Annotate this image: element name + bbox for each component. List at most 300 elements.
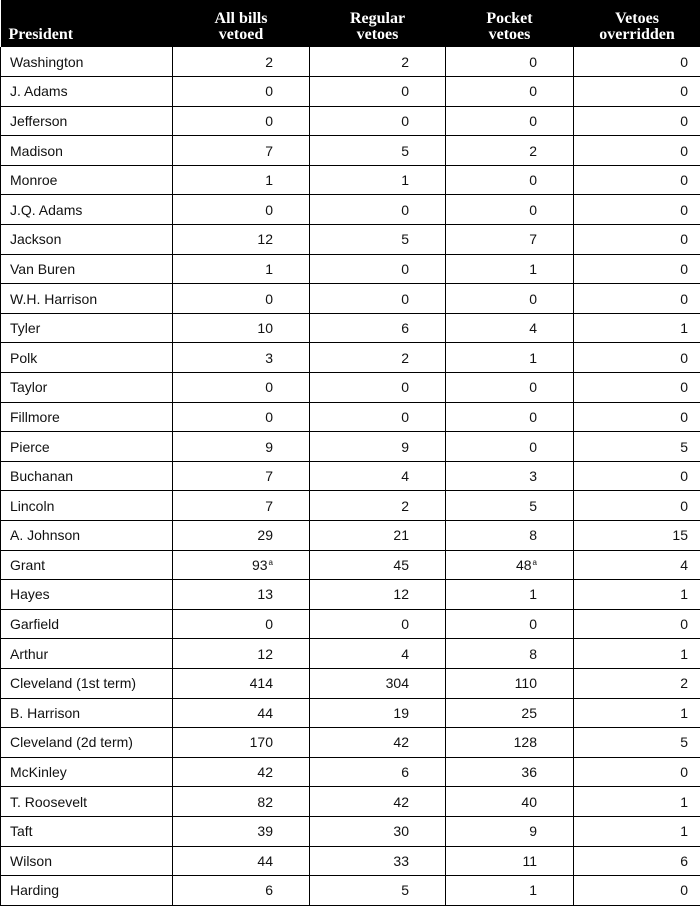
president-name-value: J.Q. Adams [10,202,82,218]
all-bills-vetoed-value: 0 [265,409,273,425]
all-bills-vetoed-value: 1 [265,172,273,188]
pocket-vetoes-value: 36 [521,764,537,780]
all-bills-vetoed-cell [173,254,310,284]
regular-vetoes-cell [310,373,446,403]
all-bills-vetoed-value: 3 [265,350,273,366]
president-name-cell [1,550,173,580]
pocket-vetoes-value: 40 [521,794,537,810]
vetoes-overridden-cell [574,165,700,195]
table-row [1,165,700,195]
regular-vetoes-cell [310,757,446,787]
pocket-vetoes-value: 0 [529,113,537,129]
regular-vetoes-cell [310,106,446,136]
table-row [1,136,700,166]
president-name-cell [1,816,173,846]
vetoes-overridden-cell [574,521,700,551]
regular-vetoes-value: 0 [401,291,409,307]
vetoes-overridden-value: 0 [680,350,688,366]
all-bills-vetoed-cell [173,313,310,343]
all-bills-vetoed-value: 42 [257,764,273,780]
regular-vetoes-cell [310,77,446,107]
pocket-vetoes-value: 0 [529,202,537,218]
all-bills-vetoed-cell [173,639,310,669]
pocket-vetoes-cell [446,284,574,314]
pocket-vetoes-cell [446,373,574,403]
president-name-cell [1,77,173,107]
all-bills-vetoed-cell [173,402,310,432]
vetoes-overridden-cell [574,757,700,787]
table-row [1,47,700,77]
pocket-vetoes-cell [446,47,574,77]
all-bills-vetoed-cell [173,136,310,166]
table-row [1,254,700,284]
all-bills-vetoed-value: 29 [257,527,273,543]
header-vetoes-overridden: Vetoes overridden [574,0,700,47]
regular-vetoes-value: 0 [401,113,409,129]
president-name-cell [1,343,173,373]
vetoes-overridden-value: 1 [680,646,688,662]
pocket-vetoes-cell [446,225,574,255]
president-name-value: Harding [10,882,59,898]
all-bills-vetoed-value: 39 [257,823,273,839]
pocket-vetoes-cell [446,165,574,195]
president-name-cell [1,521,173,551]
president-name-value: W.H. Harrison [10,291,97,307]
pocket-vetoes-cell [446,254,574,284]
regular-vetoes-value: 12 [393,586,409,602]
all-bills-vetoed-value: 414 [250,675,273,691]
table-row [1,876,700,906]
header-all-bills-vetoed: All bills vetoed [173,0,310,47]
table-row [1,580,700,610]
all-bills-vetoed-value: 82 [257,794,273,810]
vetoes-overridden-value: 0 [680,498,688,514]
regular-vetoes-cell [310,195,446,225]
vetoes-overridden-cell [574,106,700,136]
all-bills-vetoed-cell [173,668,310,698]
regular-vetoes-value: 42 [393,734,409,750]
president-name-value: Washington [10,54,83,70]
regular-vetoes-cell [310,668,446,698]
all-bills-vetoed-value: 7 [265,143,273,159]
all-bills-vetoed-cell [173,787,310,817]
regular-vetoes-value: 0 [401,261,409,277]
vetoes-overridden-value: 0 [680,291,688,307]
regular-vetoes-value: 2 [401,498,409,514]
vetoes-overridden-cell [574,609,700,639]
regular-vetoes-value: 33 [393,853,409,869]
pocket-vetoes-cell [446,106,574,136]
vetoes-overridden-value: 5 [680,734,688,750]
pocket-vetoes-value: 1 [529,586,537,602]
header-row [1,0,700,47]
regular-vetoes-value: 0 [401,616,409,632]
regular-vetoes-value: 21 [393,527,409,543]
table-row [1,550,700,580]
regular-vetoes-cell [310,639,446,669]
regular-vetoes-cell [310,698,446,728]
vetoes-overridden-cell [574,313,700,343]
vetoes-overridden-cell [574,77,700,107]
vetoes-overridden-cell [574,195,700,225]
regular-vetoes-value: 0 [401,379,409,395]
table-row [1,787,700,817]
president-name-cell [1,609,173,639]
vetoes-overridden-cell [574,787,700,817]
table-row [1,816,700,846]
president-name-value: Van Buren [10,261,75,277]
regular-vetoes-value: 304 [386,675,409,691]
president-name-value: Tyler [10,320,40,336]
pocket-vetoes-value: 128 [514,734,537,750]
regular-vetoes-cell [310,225,446,255]
vetoes-overridden-value: 1 [680,823,688,839]
president-name-value: Monroe [10,172,57,188]
vetoes-overridden-value: 0 [680,379,688,395]
table-row [1,284,700,314]
regular-vetoes-cell [310,136,446,166]
president-name-cell [1,136,173,166]
regular-vetoes-value: 2 [401,350,409,366]
regular-vetoes-cell [310,313,446,343]
pocket-vetoes-cell [446,343,574,373]
president-name-value: Cleveland (1st term) [10,675,136,691]
president-name-cell [1,195,173,225]
all-bills-vetoed-value: 7 [265,468,273,484]
all-bills-vetoed-cell [173,461,310,491]
pocket-vetoes-value: 0 [529,291,537,307]
vetoes-overridden-value: 0 [680,616,688,632]
regular-vetoes-value: 0 [401,83,409,99]
table-row [1,757,700,787]
table-row [1,373,700,403]
all-bills-vetoed-value: 12 [257,231,273,247]
president-name-value: Madison [10,143,63,159]
regular-vetoes-value: 5 [401,231,409,247]
all-bills-vetoed-cell [173,47,310,77]
pocket-vetoes-value: 8 [529,527,537,543]
pocket-vetoes-value: 48 [516,557,532,573]
pocket-vetoes-cell [446,432,574,462]
vetoes-overridden-value: 1 [680,586,688,602]
pocket-vetoes-value: 4 [529,320,537,336]
all-bills-vetoed-value: 0 [265,291,273,307]
vetoes-overridden-cell [574,816,700,846]
table-row [1,728,700,758]
vetoes-overridden-value: 0 [680,409,688,425]
regular-vetoes-value: 5 [401,143,409,159]
pocket-vetoes-value: 0 [529,379,537,395]
regular-vetoes-value: 45 [393,557,409,573]
vetoes-overridden-cell [574,47,700,77]
all-bills-vetoed-value: 2 [265,54,273,70]
table-row [1,461,700,491]
vetoes-overridden-value: 1 [680,705,688,721]
all-bills-vetoed-value: 44 [257,705,273,721]
pocket-vetoes-value: 9 [529,823,537,839]
table-row [1,609,700,639]
vetoes-overridden-cell [574,461,700,491]
vetoes-overridden-value: 1 [680,794,688,810]
regular-vetoes-cell [310,728,446,758]
all-bills-vetoed-value: 6 [265,882,273,898]
pocket-vetoes-value: 8 [529,646,537,662]
vetoes-overridden-cell [574,284,700,314]
all-bills-vetoed-cell [173,521,310,551]
all-bills-vetoed-value: 1 [265,261,273,277]
regular-vetoes-cell [310,47,446,77]
vetoes-overridden-value: 1 [680,320,688,336]
pocket-vetoes-cell [446,609,574,639]
president-name-cell [1,106,173,136]
all-bills-vetoed-value: 0 [265,83,273,99]
president-name-value: J. Adams [10,83,68,99]
pocket-vetoes-cell [446,195,574,225]
vetoes-overridden-value: 4 [680,557,688,573]
regular-vetoes-value: 0 [401,409,409,425]
president-name-cell [1,284,173,314]
vetoes-overridden-cell [574,698,700,728]
header-pocket-vetoes: Pocket vetoes [446,0,574,47]
table-row [1,521,700,551]
president-name-value: Wilson [10,853,52,869]
regular-vetoes-value: 2 [401,54,409,70]
vetoes-overridden-cell [574,491,700,521]
president-name-value: Buchanan [10,468,73,484]
president-name-value: Fillmore [10,409,60,425]
president-name-cell [1,225,173,255]
president-name-cell [1,580,173,610]
table-body [1,47,700,905]
all-bills-vetoed-cell [173,165,310,195]
pocket-vetoes-cell [446,550,574,580]
footnote-marker: a [533,558,537,567]
vetoes-overridden-value: 0 [680,231,688,247]
regular-vetoes-value: 6 [401,764,409,780]
table-row [1,402,700,432]
table-row [1,225,700,255]
pocket-vetoes-value: 0 [529,54,537,70]
pocket-vetoes-value: 5 [529,498,537,514]
president-name-value: Taylor [10,379,47,395]
all-bills-vetoed-cell [173,876,310,906]
pocket-vetoes-value: 1 [529,350,537,366]
president-name-cell [1,47,173,77]
vetoes-overridden-value: 0 [680,172,688,188]
president-name-cell [1,461,173,491]
regular-vetoes-value: 9 [401,439,409,455]
vetoes-overridden-value: 0 [680,54,688,70]
all-bills-vetoed-value: 0 [265,616,273,632]
header-regular-vetoes: Regular vetoes [310,0,446,47]
regular-vetoes-value: 6 [401,320,409,336]
regular-vetoes-cell [310,609,446,639]
president-name-cell [1,876,173,906]
pocket-vetoes-value: 25 [521,705,537,721]
pocket-vetoes-cell [446,668,574,698]
all-bills-vetoed-value: 93 [252,557,268,573]
regular-vetoes-cell [310,461,446,491]
all-bills-vetoed-cell [173,816,310,846]
all-bills-vetoed-cell [173,550,310,580]
regular-vetoes-value: 5 [401,882,409,898]
all-bills-vetoed-value: 10 [257,320,273,336]
pocket-vetoes-cell [446,313,574,343]
all-bills-vetoed-cell [173,77,310,107]
pocket-vetoes-cell [446,639,574,669]
all-bills-vetoed-cell [173,846,310,876]
regular-vetoes-value: 42 [393,794,409,810]
table-row [1,195,700,225]
pocket-vetoes-cell [446,876,574,906]
regular-vetoes-value: 4 [401,468,409,484]
vetoes-overridden-value: 0 [680,764,688,780]
president-name-cell [1,698,173,728]
regular-vetoes-value: 19 [393,705,409,721]
vetoes-overridden-cell [574,225,700,255]
vetoes-overridden-value: 0 [680,113,688,129]
vetoes-overridden-cell [574,136,700,166]
all-bills-vetoed-value: 44 [257,853,273,869]
president-name-value: A. Johnson [10,527,80,543]
table-row [1,668,700,698]
vetoes-overridden-value: 0 [680,202,688,218]
vetoes-overridden-cell [574,846,700,876]
vetoes-overridden-value: 0 [680,261,688,277]
vetoes-overridden-value: 0 [680,143,688,159]
pocket-vetoes-value: 0 [529,439,537,455]
regular-vetoes-cell [310,846,446,876]
all-bills-vetoed-cell [173,728,310,758]
regular-vetoes-cell [310,580,446,610]
table-row [1,343,700,373]
table-row [1,491,700,521]
regular-vetoes-cell [310,787,446,817]
president-name-cell [1,254,173,284]
all-bills-vetoed-cell [173,225,310,255]
all-bills-vetoed-cell [173,195,310,225]
president-name-cell [1,787,173,817]
all-bills-vetoed-value: 0 [265,379,273,395]
vetoes-overridden-cell [574,432,700,462]
regular-vetoes-cell [310,550,446,580]
president-name-value: Cleveland (2d term) [10,734,133,750]
all-bills-vetoed-cell [173,432,310,462]
vetoes-overridden-value: 0 [680,468,688,484]
pocket-vetoes-value: 0 [529,83,537,99]
all-bills-vetoed-cell [173,698,310,728]
all-bills-vetoed-value: 0 [265,113,273,129]
pocket-vetoes-value: 0 [529,409,537,425]
pocket-vetoes-value: 11 [522,853,537,869]
regular-vetoes-cell [310,284,446,314]
all-bills-vetoed-cell [173,106,310,136]
all-bills-vetoed-value: 7 [265,498,273,514]
president-name-value: Arthur [10,646,48,662]
pocket-vetoes-cell [446,728,574,758]
all-bills-vetoed-cell [173,757,310,787]
president-name-cell [1,165,173,195]
regular-vetoes-cell [310,816,446,846]
pocket-vetoes-cell [446,757,574,787]
all-bills-vetoed-value: 12 [257,646,273,662]
pocket-vetoes-cell [446,77,574,107]
president-name-cell [1,728,173,758]
pocket-vetoes-cell [446,402,574,432]
president-name-cell [1,402,173,432]
vetoes-overridden-value: 0 [680,83,688,99]
president-name-cell [1,757,173,787]
vetoes-overridden-cell [574,580,700,610]
vetoes-overridden-cell [574,402,700,432]
all-bills-vetoed-cell [173,580,310,610]
table-header [1,0,700,47]
vetoes-overridden-cell [574,373,700,403]
president-name-value: Pierce [10,439,50,455]
president-name-value: Garfield [10,616,59,632]
regular-vetoes-cell [310,402,446,432]
president-name-value: Taft [10,823,33,839]
pocket-vetoes-cell [446,491,574,521]
all-bills-vetoed-value: 0 [265,202,273,218]
president-name-cell [1,639,173,669]
table-row [1,846,700,876]
table-row [1,639,700,669]
pocket-vetoes-cell [446,521,574,551]
pocket-vetoes-value: 1 [529,261,537,277]
table-row [1,432,700,462]
vetoes-overridden-value: 2 [680,675,688,691]
president-name-value: Jackson [10,231,61,247]
regular-vetoes-value: 0 [401,202,409,218]
vetoes-overridden-cell [574,728,700,758]
pocket-vetoes-cell [446,816,574,846]
pocket-vetoes-cell [446,580,574,610]
pocket-vetoes-value: 3 [529,468,537,484]
regular-vetoes-cell [310,521,446,551]
all-bills-vetoed-value: 9 [265,439,273,455]
regular-vetoes-value: 1 [401,172,409,188]
pocket-vetoes-value: 2 [529,143,537,159]
regular-vetoes-cell [310,254,446,284]
pocket-vetoes-value: 110 [515,675,537,691]
president-name-cell [1,491,173,521]
vetoes-overridden-cell [574,639,700,669]
vetoes-overridden-cell [574,668,700,698]
vetoes-overridden-value: 5 [680,439,688,455]
president-name-value: McKinley [10,764,67,780]
president-name-cell [1,432,173,462]
president-name-cell [1,668,173,698]
regular-vetoes-cell [310,491,446,521]
president-name-value: Jefferson [10,113,67,129]
vetoes-overridden-cell [574,876,700,906]
pocket-vetoes-value: 1 [529,882,537,898]
all-bills-vetoed-cell [173,284,310,314]
regular-vetoes-value: 4 [401,646,409,662]
pocket-vetoes-cell [446,787,574,817]
president-name-value: Polk [10,350,37,366]
vetoes-overridden-value: 6 [680,853,688,869]
all-bills-vetoed-value: 170 [250,734,273,750]
pocket-vetoes-cell [446,461,574,491]
all-bills-vetoed-cell [173,491,310,521]
vetoes-overridden-cell [574,343,700,373]
all-bills-vetoed-cell [173,373,310,403]
pocket-vetoes-cell [446,136,574,166]
president-name-value: Grant [10,557,45,573]
president-name-value: B. Harrison [10,705,80,721]
